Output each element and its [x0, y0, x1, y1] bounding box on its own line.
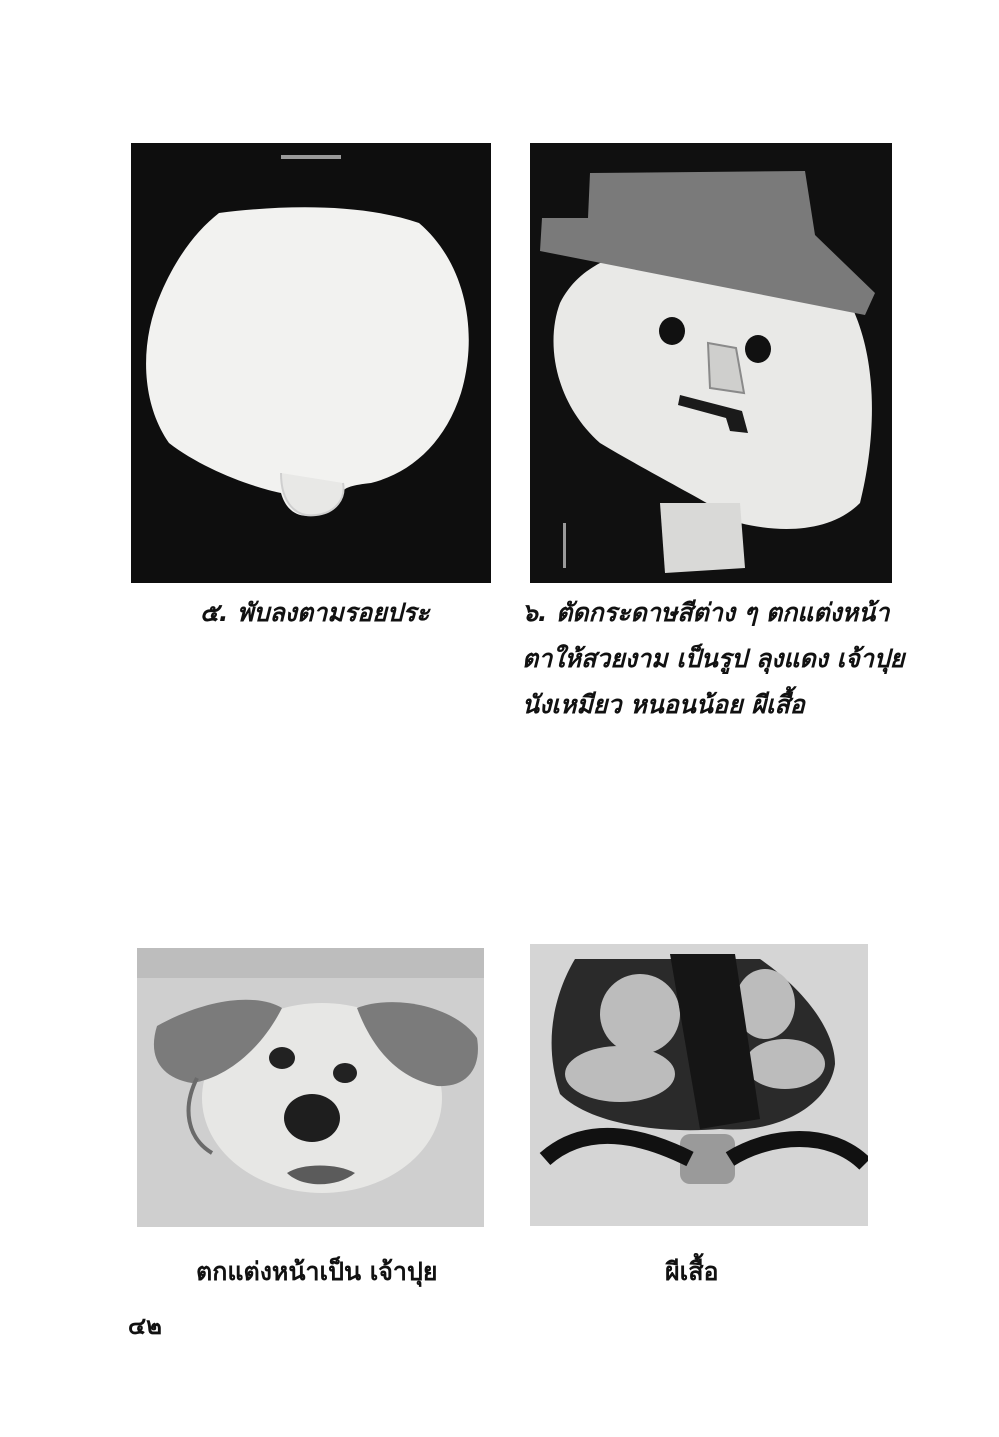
paper-face-with-hat-icon	[530, 143, 892, 583]
paper-head-folded-icon	[131, 143, 491, 583]
figure-caption-step-6	[522, 590, 904, 728]
figure-photo-folded-head	[131, 143, 491, 583]
figure-caption-dog	[196, 1252, 438, 1292]
paper-butterfly-icon	[530, 944, 868, 1226]
figure-caption-butterfly	[665, 1252, 718, 1292]
figure-caption-step-5	[200, 590, 430, 636]
page-number: ๔๒	[128, 1312, 162, 1340]
figure-photo-face-with-hat	[530, 143, 892, 583]
caption-line: นังเหมียว หนอนน้อย ผีเสื้อ	[522, 690, 805, 719]
paper-dog-face-icon	[137, 948, 484, 1227]
caption-line: ๖. ตัดกระดาษสีต่าง ๆ ตกแต่งหน้า	[522, 598, 890, 627]
figure-photo-dog-face	[137, 948, 484, 1227]
caption-line: ผีเสื้อ	[665, 1257, 719, 1286]
figure-photo-butterfly	[530, 944, 868, 1226]
caption-line: ตาให้สวยงาม เป็นรูป ลุงแดง เจ้าปุย	[522, 644, 905, 673]
caption-line: ๕. พับลงตามรอยประ	[200, 598, 430, 627]
caption-line: ตกแต่งหน้าเป็น เจ้าปุย	[196, 1257, 438, 1286]
